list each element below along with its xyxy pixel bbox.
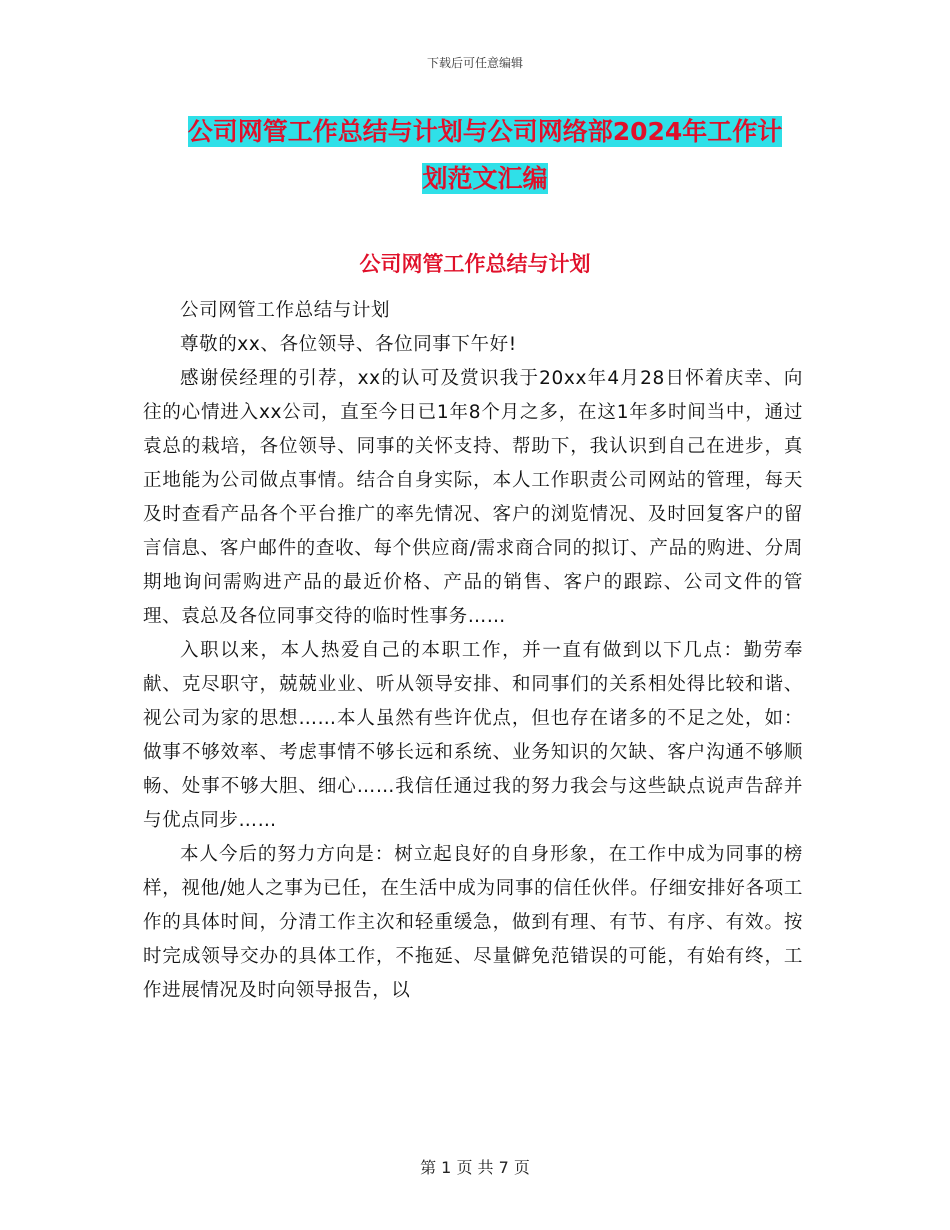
- paragraph: 本人今后的努力方向是：树立起良好的自身形象，在工作中成为同事的榜样，视他/她人之事为已任，在生活中成为同事的信任伙伴。仔细安排好各项工作的具体时间，分清工作主次和轻重缓急，做到有理、有节、有序、有效。按时完成领导交办的具体工作，不拖延、尽量僻免范错误的可能，有始有终，工作进展情况及时向领导报告，以: [143, 844, 803, 1001]
- header-note: 下载后可任意编辑: [426, 56, 523, 70]
- document-title: [140, 108, 830, 202]
- paragraph: 公司网管工作总结与计划: [180, 300, 391, 321]
- document-title-line-2: 划范文汇编: [422, 164, 548, 193]
- document-title-line-1: 公司网管工作总结与计划与公司网络部2024年工作计: [187, 117, 783, 146]
- body-text: [143, 294, 803, 1008]
- paragraph: 入职以来，本人热爱自己的本职工作，并一直有做到以下几点：勤劳奉献、克尽职守，兢兢业业、听从领导安排、和同事们的关系相处得比较和谐、视公司为家的思想……本人虽然有些许优点，但也存在诸多的不足之处，如：做事不够效率、考虑事情不够长远和系统、业务知识的欠缺、客户沟通不够顺畅、处事不够大胆、细心……我信任通过我的努力我会与这些缺点说声告辞并与优点同步……: [143, 640, 803, 831]
- section-title: 公司网管工作总结与计划: [359, 252, 591, 276]
- page-footer: 第 1 页 共 7 页: [420, 1158, 530, 1177]
- paragraph: 尊敬的xx、各位领导、各位同事下午好!: [180, 334, 517, 355]
- paragraph: 感谢侯经理的引荐，xx的认可及赏识我于20xx年4月28日怀着庆幸、向往的心情进入xx公司，直至今日已1年8个月之多，在这1年多时间当中，通过袁总的栽培，各位领导、同事的关怀支持、帮助下，我认识到自己在进步，真正地能为公司做点事情。结合自身实际，本人工作职责公司网站的管理，每天及时查看产品各个平台推广的率先情况、客户的浏览情况、及时回复客户的留言信息、客户邮件的查收、每个供应商/需求商合同的拟订、产品的购进、分周期地询问需购进产品的最近价格、产品的销售、客户的跟踪、公司文件的管理、袁总及各位同事交待的临时性事务……: [143, 368, 803, 627]
